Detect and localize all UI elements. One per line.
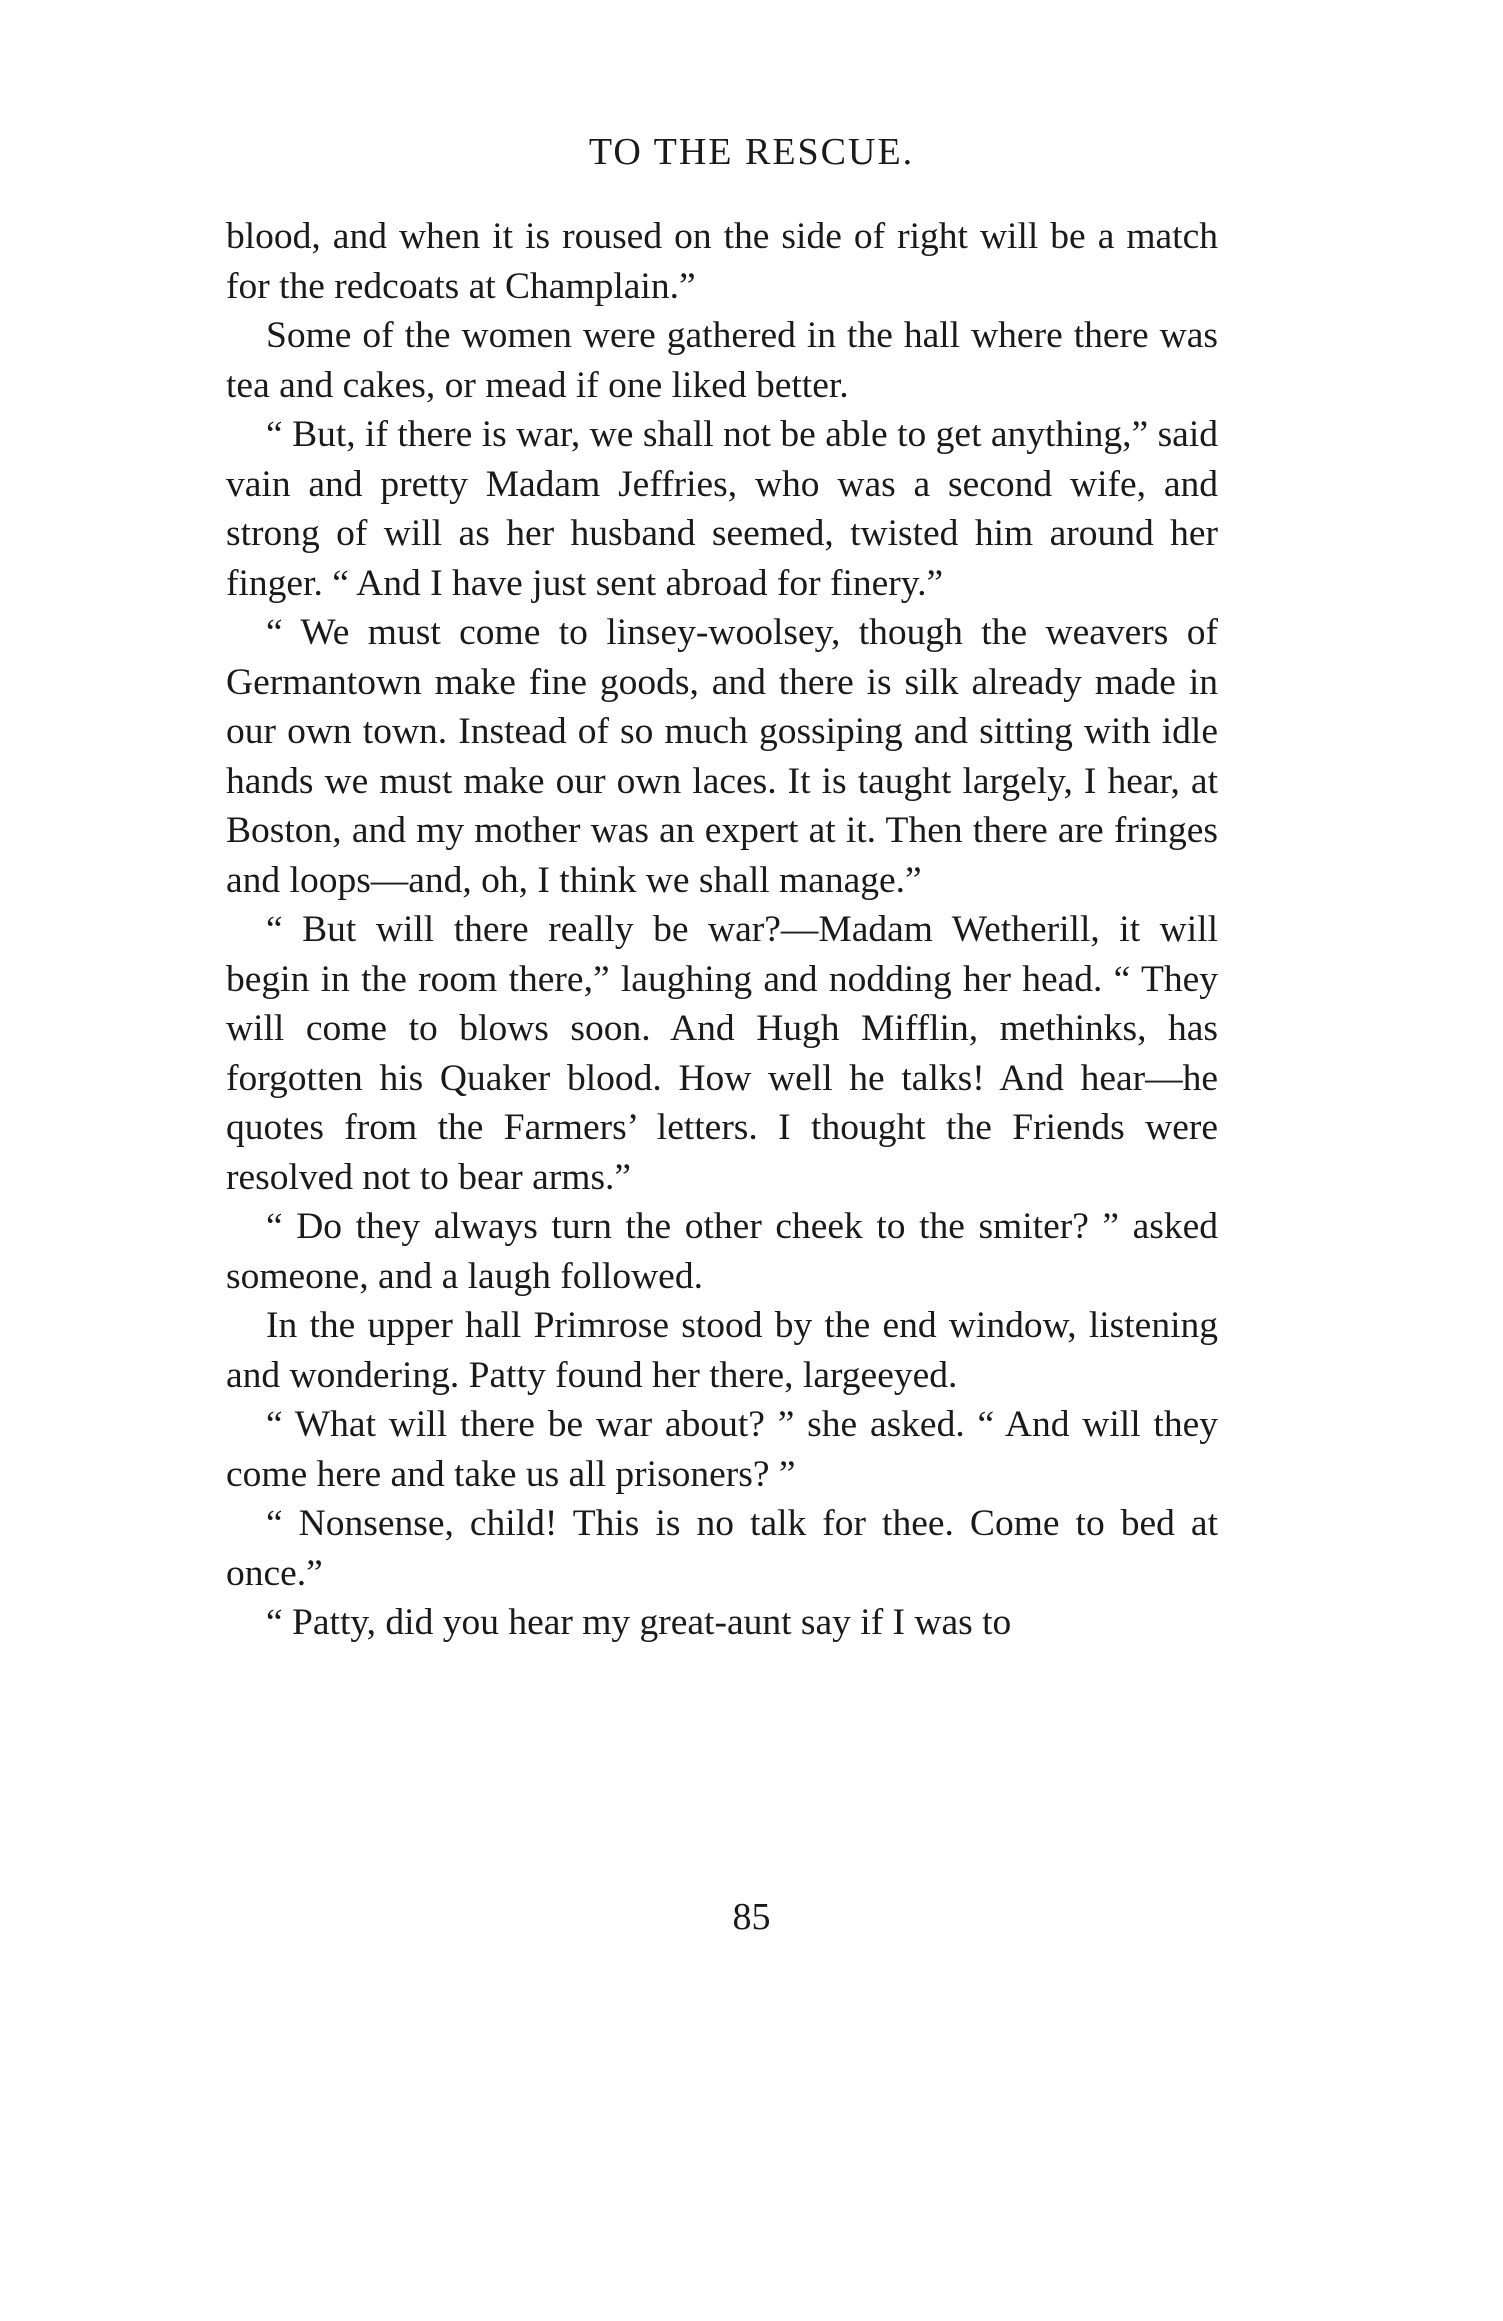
paragraph: “ Nonsense, child! This is no talk for thee. Come to bed at once.” [226,1503,1218,1594]
paragraph: “ What will there be war about? ” she asked. “ And will they come here and take us all prisoners? ” [226,1404,1218,1495]
paragraph: “ Do they always turn the other cheek to the smiter? ” asked someone, and a laugh followed. [226,1206,1218,1297]
running-head: TO THE RESCUE. [588,131,915,173]
paragraph: blood, and when it is roused on the side of right will be a match for the redcoats at Champlain.” [226,216,1218,307]
paragraph: In the upper hall Primrose stood by the end window, listening and wondering. Patty found her there, largeeyed. [226,1305,1218,1396]
paragraph: “ But will there really be war?—Madam Wetherill, it will begin in the room there,” laughing and nodding her head. “ They will come to blows soon. And Hugh Mifflin, methinks, has forgotten his Quaker blood. How well he talks! And hear—he quotes from the Farmers’ letters. I thought the Friends were resolved not to bear arms.” [226,909,1218,1198]
paragraph: “ But, if there is war, we shall not be able to get anything,” said vain and pretty Madam Jeffries, who was a second wife, and strong of will as her husband seemed, twisted him around her finger. “ And I have just sent abroad for finery.” [226,414,1218,604]
paragraph: Some of the women were gathered in the hall where there was tea and cakes, or mead if one liked better. [226,315,1218,406]
paragraph: “ Patty, did you hear my great-aunt say if I was to [266,1602,1012,1643]
body-text [226,212,1218,1648]
page-number: 85 [732,1896,771,1938]
paragraph: “ We must come to linsey-woolsey, though the weavers of Germantown make fine goods, and there is silk already made in our own town. Instead of so much gossiping and sitting with idle hands we must make our own laces. It is taught largely, I hear, at Boston, and my mother was an expert at it. Then there are fringes and loops—and, oh, I think we shall manage.” [226,612,1218,901]
